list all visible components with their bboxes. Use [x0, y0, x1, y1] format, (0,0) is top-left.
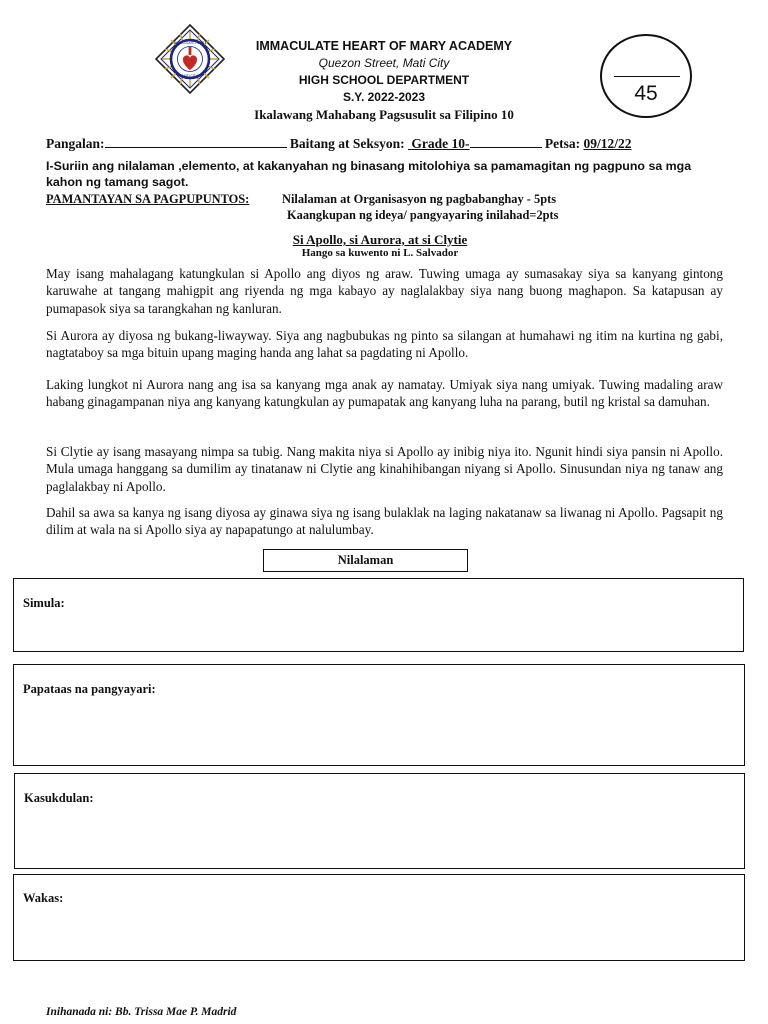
instructions: I-Suriin ang nilalaman ,elemento, at kakanyahan ng binasang mitolohiya sa pamamagitan ng pagpuno sa mga kahon ng tamang sagot.: [46, 159, 692, 189]
story-title: Si Apollo, si Aurora, at si Clytie: [292, 232, 468, 247]
kasukdulan-label: Kasukdulan:: [24, 791, 94, 805]
section-field[interactable]: [470, 147, 542, 148]
wakas-box[interactable]: [13, 874, 745, 961]
simula-label: Simula:: [23, 596, 65, 610]
school-name: IMMACULATE HEART OF MARY ACADEMY: [255, 39, 513, 53]
wakas-label: Wakas:: [23, 891, 64, 905]
rubric-label: PAMANTAYAN SA PAGPUPUNTOS:: [46, 192, 250, 206]
story-paragraph-5: Dahil sa awa sa kanya ng isang diyosa ay ginawa siya ng isang bulaklak na laging nakatanaw sa liwanag ni Apollo. Pagsapit ng dilim at wala na si Apollo siya ay napapatungo at nalulumbay.: [46, 505, 723, 538]
score-line: [614, 76, 680, 77]
rubric-item-1: Nilalaman at Organisasyon ng pagbabanghay - 5pts: [282, 192, 557, 206]
nilalaman-header: Nilalaman: [263, 549, 468, 572]
rubric-item-2: Kaangkupan ng ideya/ pangyayaring inilahad=2pts: [287, 208, 559, 222]
school-year: S.Y. 2022-2023: [342, 90, 426, 104]
svg-text:IMMACULATE HEART: IMMACULATE HEART: [173, 41, 207, 45]
score-value: 45: [634, 82, 658, 105]
department: HIGH SCHOOL DEPARTMENT: [298, 73, 470, 87]
story-source: Hango sa kuwento ni L. Salvador: [301, 247, 459, 259]
prepared-by: Inihanada ni: Bb. Trissa Mae P. Madrid: [46, 1006, 237, 1018]
grade-label: Baitang at Seksyon:: [289, 136, 405, 151]
story-paragraph-2: Si Aurora ay diyosa ng bukang-liwayway. Siya ang nagbubukas ng pinto sa silangan at humahawi ng itim na kurtina ng gabi, nagtataboy sa mga bituin upang maging handa ang lahat sa pagdating ni Apollo.: [46, 328, 723, 361]
date-label: Petsa:: [544, 136, 581, 151]
papataas-box[interactable]: [13, 664, 745, 766]
name-field[interactable]: [105, 147, 287, 148]
simula-box[interactable]: [13, 578, 744, 652]
story-paragraph-4: Si Clytie ay isang masayang nimpa sa tubig. Nang makita niya si Apollo ay inibig niya ito. Ngunit hindi siya pansin ni Apollo. Mula umaga hanggang sa dumilim ay tinatanaw ni Clytie ang kinahihibangan niyang si Apollo. Sinusundan niya ng tanaw ang paglalakbay ni Apollo.: [46, 444, 723, 494]
story-paragraph-3: Laking lungkot ni Aurora nang ang isa sa kanyang mga anak ay namatay. Umiyak siya nang umiyak. Tuwing madaling araw habang ginagampanan niya ang kanyang katungkulan ay pumapatak ang kanyang luha na parang, butil ng kristal sa damuhan.: [46, 377, 723, 410]
papataas-label: Papataas na pangyayari:: [23, 682, 156, 696]
exam-title: Ikalawang Mahabang Pagsusulit sa Filipino 10: [254, 107, 514, 122]
story-paragraph-1: May isang mahalagang katungkulan si Apollo ang diyos ng araw. Tuwing umaga ay sumasakay siya sa kanyang gintong karuwahe at tangang mahigpit ang riyenda ng mga kabayo ay naglalakbay siya nang buong maghapon. Sa katapusan ay pumapasok siya sa tarangkahan ng kanluran.: [46, 266, 723, 316]
student-info-row: [46, 136, 746, 152]
school-address: Quezon Street, Mati City: [318, 56, 450, 70]
svg-text:MATI CITY: MATI CITY: [182, 74, 198, 78]
name-label: Pangalan:: [46, 136, 105, 151]
kasukdulan-box[interactable]: [14, 773, 745, 869]
date-value[interactable]: 09/12/22: [583, 136, 632, 151]
grade-value[interactable]: Grade 10-: [411, 136, 470, 151]
